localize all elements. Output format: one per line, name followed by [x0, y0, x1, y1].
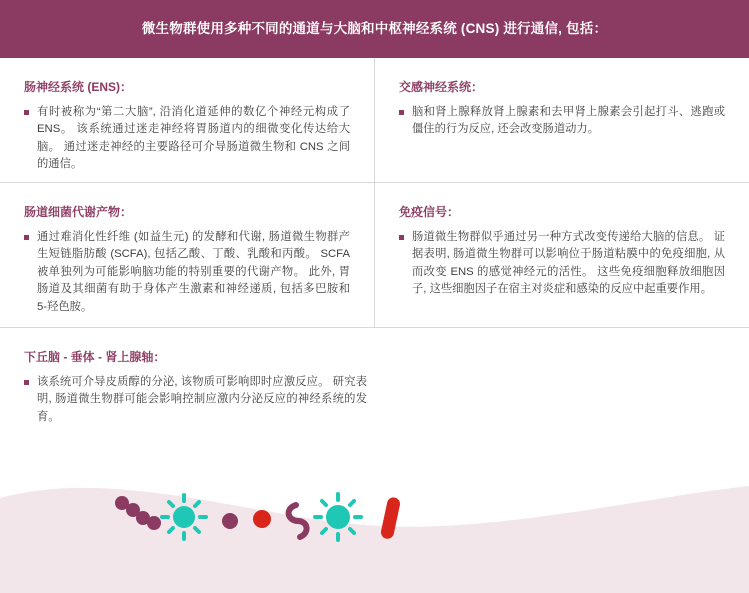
microbe-illustration-group: [0, 468, 749, 593]
list-item: [399, 229, 725, 299]
bullet-square-icon: [399, 110, 404, 115]
bullet-text: 有时被称为“第二大脑”, 沿消化道延伸的数亿个神经元构成了 ENS。 该系统通过迷走神经将胃肠道内的细微变化传达给大脑。 通过迷走神经的主要路径可介导肠道微生物和 CNS 之间的通信。: [37, 105, 350, 171]
list-item: [24, 229, 350, 317]
panel-title-ens: 肠神经系统 (ENS)：: [24, 80, 133, 94]
panel-title-metabolites: 肠道细菌代谢产物：: [24, 205, 133, 219]
virus-teal-icon: [315, 494, 361, 540]
coccus-dot-icon: [222, 513, 238, 529]
page-title: 微生物群使用多种不同的通道与大脑和中枢神经系统 (CNS) 进行通信, 包括：: [141, 21, 608, 37]
header-bar: [0, 0, 749, 58]
bullet-square-icon: [399, 235, 404, 240]
bacteria-chain-icon: [115, 496, 161, 530]
panel-bullets-hpa-axis: [24, 374, 725, 427]
spirochete-icon: [289, 505, 307, 537]
bullet-square-icon: [24, 110, 29, 115]
panel-row-2: [0, 183, 749, 327]
panel-bullets-immune-signaling: [399, 229, 725, 299]
bullet-square-icon: [24, 235, 29, 240]
panel-row-3: [0, 328, 749, 438]
list-item: [24, 104, 350, 174]
coccus-red-icon: [253, 510, 271, 528]
bullet-text: 脑和肾上腺释放肾上腺素和去甲肾上腺素会引起打斗、逃跑或僵住的行为反应, 还会改变肠道动力。: [412, 105, 725, 136]
bullet-text: 该系统可介导皮质醇的分泌, 该物质可影响即时应激反应。 研究表明, 肠道微生物群可能会影响控制应激内分泌反应的神经系统的发育。: [37, 375, 367, 423]
bullet-text: 通过难消化性纤维 (如益生元) 的发酵和代谢, 肠道微生物群产生短链脂肪酸 (SCFA), 包括乙酸、丁酸、乳酸和丙酸。 SCFA 被单独列为可能影响脑功能的特别重要的代谢产物。 此外, 胃肠道及其细菌有助于身体产生激素和神经递质, 包括多巴胺和 5-羟色胺。: [37, 230, 350, 313]
panel-title-immune-signaling: 免疫信号：: [399, 205, 460, 219]
panel-title-hpa-axis: 下丘脑 - 垂体 - 肾上腺轴：: [24, 350, 166, 364]
list-item: [24, 374, 367, 427]
panel-bullets-metabolites: [24, 229, 350, 317]
panel-metabolites: [0, 183, 374, 327]
virus-spiky-icon: [162, 495, 206, 539]
panels-grid: [0, 58, 749, 438]
panel-immune-signaling: [374, 183, 749, 327]
panel-bullets-ens: [24, 104, 350, 174]
panel-title-sympathetic: 交感神经系统：: [399, 80, 484, 94]
bacillus-red-icon: [380, 496, 401, 540]
list-item: [399, 104, 725, 139]
panel-sympathetic: [374, 58, 749, 182]
microbes-icon: [110, 491, 420, 551]
panel-bullets-sympathetic: [399, 104, 725, 139]
bullet-text: 肠道微生物群似乎通过另一种方式改变传递给大脑的信息。 证据表明, 肠道微生物群可以影响位于肠道粘膜中的免疫细胞, 从而改变 ENS 的感觉神经元的活性。 这些免疫细胞释放细胞因子, 这些细胞因子在宿主对炎症和感染的反应中起重要作用。: [412, 230, 725, 296]
panel-ens: [0, 58, 374, 182]
panel-row-1: [0, 58, 749, 182]
bullet-square-icon: [24, 380, 29, 385]
panel-hpa-axis: [0, 328, 749, 438]
